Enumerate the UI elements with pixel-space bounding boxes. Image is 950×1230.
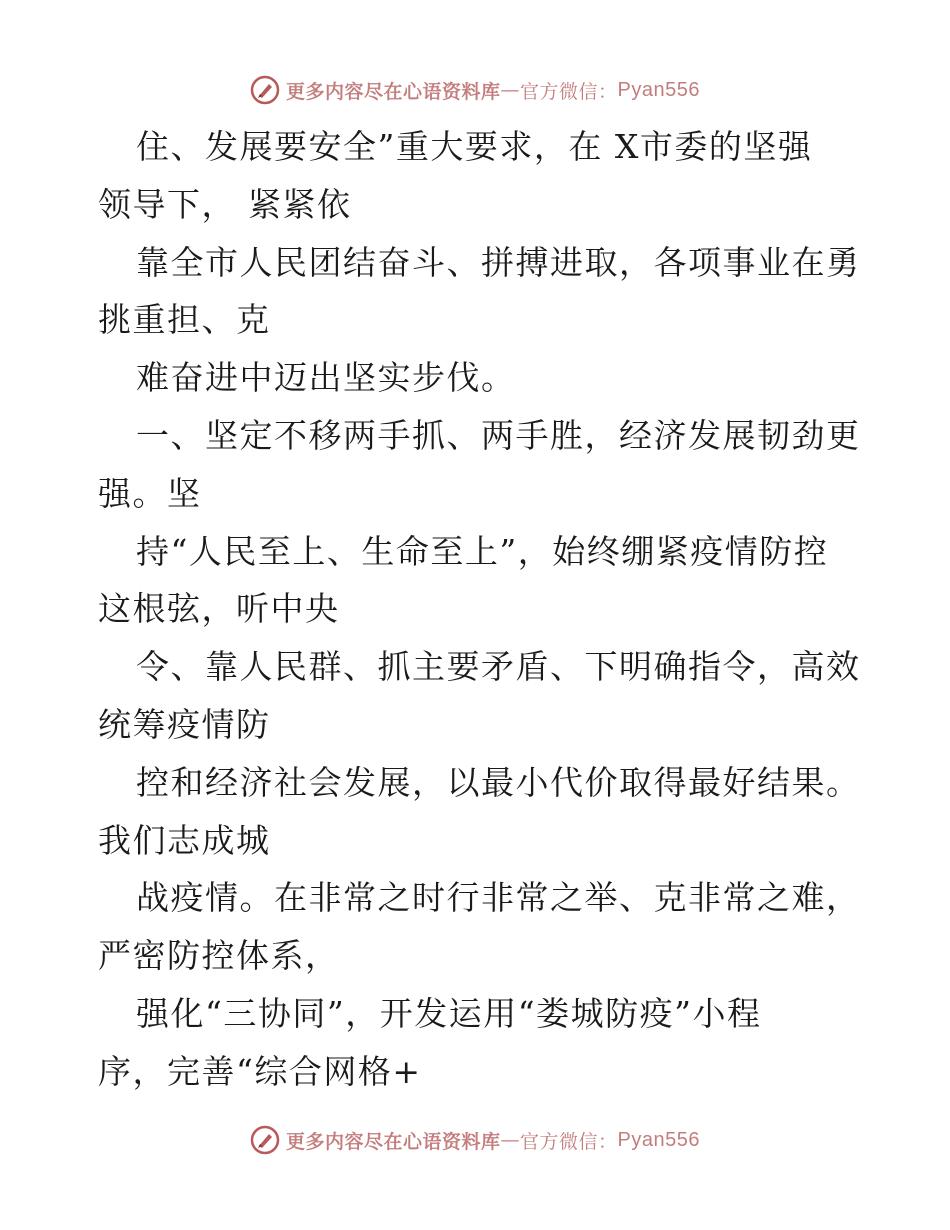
watermark-wechat-id: Pyan556: [617, 1128, 700, 1151]
text-line: 挑重担、克: [98, 300, 271, 340]
text-line: 持“人民至上、生命至上”，始终绷紧疫情防控: [136, 531, 829, 571]
document-body: [98, 118, 861, 1101]
text-line: 控和经济社会发展，以最小代价取得最好结果。: [136, 762, 861, 802]
text-line: 难奋进中迈出坚实步伐。: [136, 358, 516, 398]
text-line: 战疫情。在非常之时行非常之举、克非常之难，: [136, 878, 861, 918]
pen-nib-logo-icon: [250, 1125, 280, 1155]
watermark-footer: [0, 1120, 950, 1160]
watermark-header: [0, 70, 950, 110]
watermark-wechat-id: Pyan556: [617, 78, 700, 101]
text-line: 强。坚: [98, 473, 202, 513]
watermark-separator: —: [500, 79, 521, 101]
watermark-brand: 更多内容尽在心语资料库: [286, 1130, 501, 1153]
watermark-separator: —: [500, 1129, 521, 1151]
text-line: 这根弦，听中央: [98, 589, 340, 629]
text-line: 严密防控体系，: [98, 936, 340, 976]
watermark-official-label: 官方微信：: [520, 1130, 618, 1153]
watermark-brand: 更多内容尽在心语资料库: [286, 80, 501, 103]
text-line: 住、发展要安全”重大要求，在 X市委的坚强: [136, 127, 813, 166]
text-line: 统筹疫情防: [98, 704, 271, 744]
text-line: 我们志成城: [98, 820, 271, 860]
pen-nib-logo-icon: [250, 75, 280, 105]
text-line: 一、坚定不移两手抓、两手胜，经济发展韧劲更: [136, 415, 861, 455]
text-line: 令、靠人民群、抓主要矛盾、下明确指令，高效: [136, 647, 861, 687]
text-line: 靠全市人民团结奋斗、拼搏进取，各项事业在勇: [136, 242, 861, 282]
watermark-official-label: 官方微信：: [520, 80, 618, 103]
text-line: 领导下， 紧紧依: [98, 184, 352, 224]
text-line: 强化“三协同”，开发运用“娄城防疫”小程: [136, 993, 762, 1033]
text-line: 序，完善“综合网格+: [98, 1051, 422, 1091]
